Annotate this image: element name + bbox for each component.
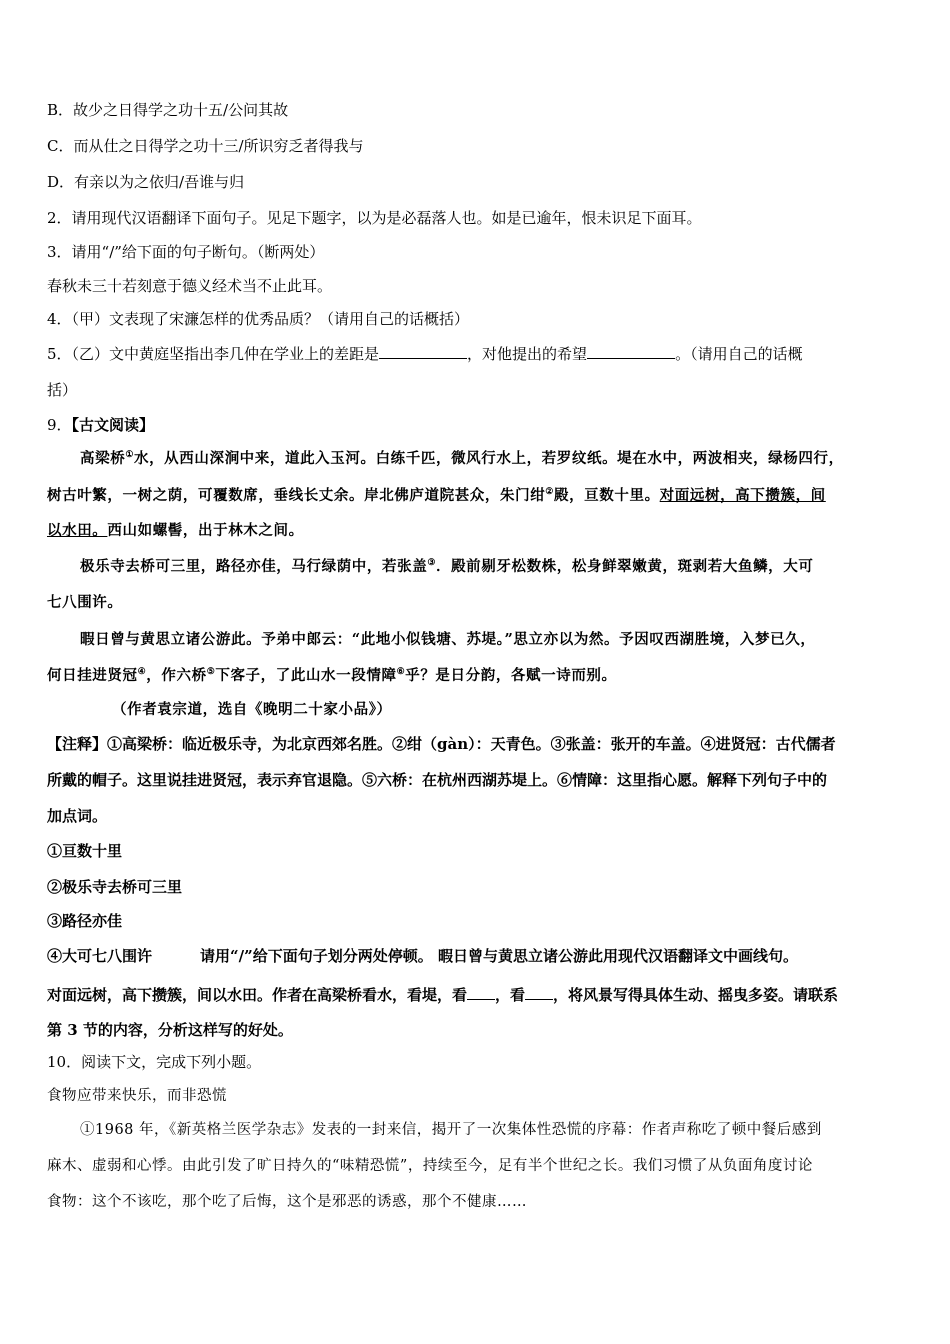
q5-part1: 5．（乙）文中黄庭坚指出李几仲在学业上的差距是 <box>47 345 380 363</box>
footnote-mark: ② <box>545 487 554 498</box>
footnote-mark: ③ <box>427 558 436 569</box>
sub-item-task <box>47 945 909 967</box>
q9-heading: 【古文阅读】 <box>71 416 155 434</box>
passage-text: 殿，亘数十里。 <box>553 487 660 504</box>
passage-line <box>47 485 909 507</box>
answer-blank[interactable] <box>467 984 495 1000</box>
footnote-mark: ⑤ <box>206 667 216 678</box>
task-text: ，将风景写得具体生动、摇曳多姿。请联系 <box>553 986 839 1004</box>
answer-blank[interactable] <box>587 343 675 359</box>
task-text: 请用“/”给下面句子划分两处停顿。 暇日曾与黄思立诸公游此用现代汉语翻译文中画线句。 <box>200 947 798 965</box>
passage-text: 树古叶繁，一树之荫，可覆数席，垂线长丈余。岸北佛庐道院甚众，朱门绀 <box>47 487 546 504</box>
passage-text: 极乐寺去桥可三里，路径亦佳，马行绿荫中，若张盖 <box>80 558 428 575</box>
task-text: 对面远树，高下攒簇，间以水田。作者在高梁桥看水，看堤，看 <box>47 986 468 1004</box>
article-line: ①1968 年，《新英格兰医学杂志》发表的一封来信，揭开了一次集体性恐慌的序幕：作者声称吃了顿中餐后感到 <box>80 1122 822 1138</box>
passage-text: ．殿前剔牙松数株，松身鲜翠嫩黄，斑剥若大鱼鳞，大可 <box>435 558 814 575</box>
passage-line <box>47 520 909 542</box>
passage-line <box>80 556 909 578</box>
passage-text: 高梁桥 <box>80 450 126 467</box>
sub-item: ③路径亦佳 <box>47 912 123 930</box>
task-text: ，看 <box>495 986 526 1004</box>
q5-part3: 。（请用自己的话概 <box>675 345 803 363</box>
underlined-sentence: 以水田。 <box>47 522 108 539</box>
sub-item: ②极乐寺去桥可三里 <box>47 878 183 896</box>
passage-line: 暇日曾与黄思立诸公游此。予弟中郎云：“此地小似钱塘、苏堤。”思立亦以为然。予因叹西湖胜境，入梦已久， <box>80 631 816 648</box>
option-c: C．而从仕之日得学之功十三/所识穷乏者得我与 <box>47 137 364 155</box>
sub-item: ①亘数十里 <box>47 842 123 860</box>
q9-number: 9． <box>47 416 72 434</box>
question-3-text: 春秋未三十若刻意于德义经术当不止此耳。 <box>47 277 333 295</box>
task-line <box>47 984 909 1006</box>
passage-text: 何日挂进贤冠 <box>47 667 138 684</box>
question-10-prompt: 10．阅读下文，完成下列小题。 <box>47 1053 262 1071</box>
footnote-mark: ① <box>125 450 134 461</box>
q5-part2: ，对他提出的希望 <box>467 345 588 363</box>
question-9-header <box>47 414 909 436</box>
notes-line: 【注释】①高梁桥：临近极乐寺，为北京西郊名胜。②绀（gàn）：天青色。③张盖：张开的车盖。④进贤冠：古代儒者 <box>47 735 836 753</box>
passage-text: 下客子，了此山水一段情障 <box>215 667 397 684</box>
sub-item: ④大可七八围许 <box>47 947 153 965</box>
passage-text: 西山如螺髻，出于林木之间。 <box>107 522 304 539</box>
passage-line <box>47 665 909 687</box>
passage-text: 水，从西山深涧中来，道此入玉河。白练千匹，微风行水上，若罗纹纸。堤在水中，两波相夹，绿杨四行， <box>133 450 844 467</box>
option-d: D．有亲以为之依归/吾谁与归 <box>47 173 245 191</box>
passage-source: （作者袁宗道，选自《晚明二十家小品》） <box>112 701 392 718</box>
passage-text: ，作六桥 <box>146 667 207 684</box>
question-3-prompt: 3．请用“/”给下面的句子断句。（断两处） <box>47 243 325 261</box>
article-line: 食物：这个不该吃，那个吃了后悔，这个是邪恶的诱惑，那个不健康…… <box>47 1194 527 1210</box>
notes-line: 所戴的帽子。这里说挂进贤冠，表示弃官退隐。⑤六桥：在杭州西湖苏堤上。⑥情障：这里指心愿。解释下列句子中的 <box>47 771 828 789</box>
underlined-sentence: 对面远树，高下攒簇，间 <box>659 487 826 504</box>
question-5 <box>47 343 909 365</box>
question-2: 2．请用现代汉语翻译下面句子。见足下题字，以为是必磊落人也。如是已逾年，恨未识足下面耳。 <box>47 209 702 227</box>
article-line: 麻木、虚弱和心悸。由此引发了旷日持久的“味精恐慌”，持续至今，足有半个世纪之长。我们习惯了从负面角度讨论 <box>47 1158 813 1174</box>
answer-blank[interactable] <box>525 984 553 1000</box>
article-title: 食物应带来快乐，而非恐慌 <box>47 1088 227 1104</box>
footnote-mark: ⑥ <box>396 667 406 678</box>
question-5-cont: 括） <box>47 381 78 399</box>
footnote-mark: ④ <box>137 667 147 678</box>
passage-text: 乎？是日分韵，各赋一诗而别。 <box>405 667 617 684</box>
answer-blank[interactable] <box>379 343 467 359</box>
option-b: B．故少之日得学之功十五/公问其故 <box>47 101 289 119</box>
question-4: 4．（甲）文表现了宋濂怎样的优秀品质？（请用自己的话概括） <box>47 310 470 328</box>
passage-line <box>80 448 909 470</box>
passage-line: 七八围许。 <box>47 594 123 611</box>
notes-line: 加点词。 <box>47 807 108 825</box>
task-line: 第 3 节的内容，分析这样写的好处。 <box>47 1021 293 1039</box>
